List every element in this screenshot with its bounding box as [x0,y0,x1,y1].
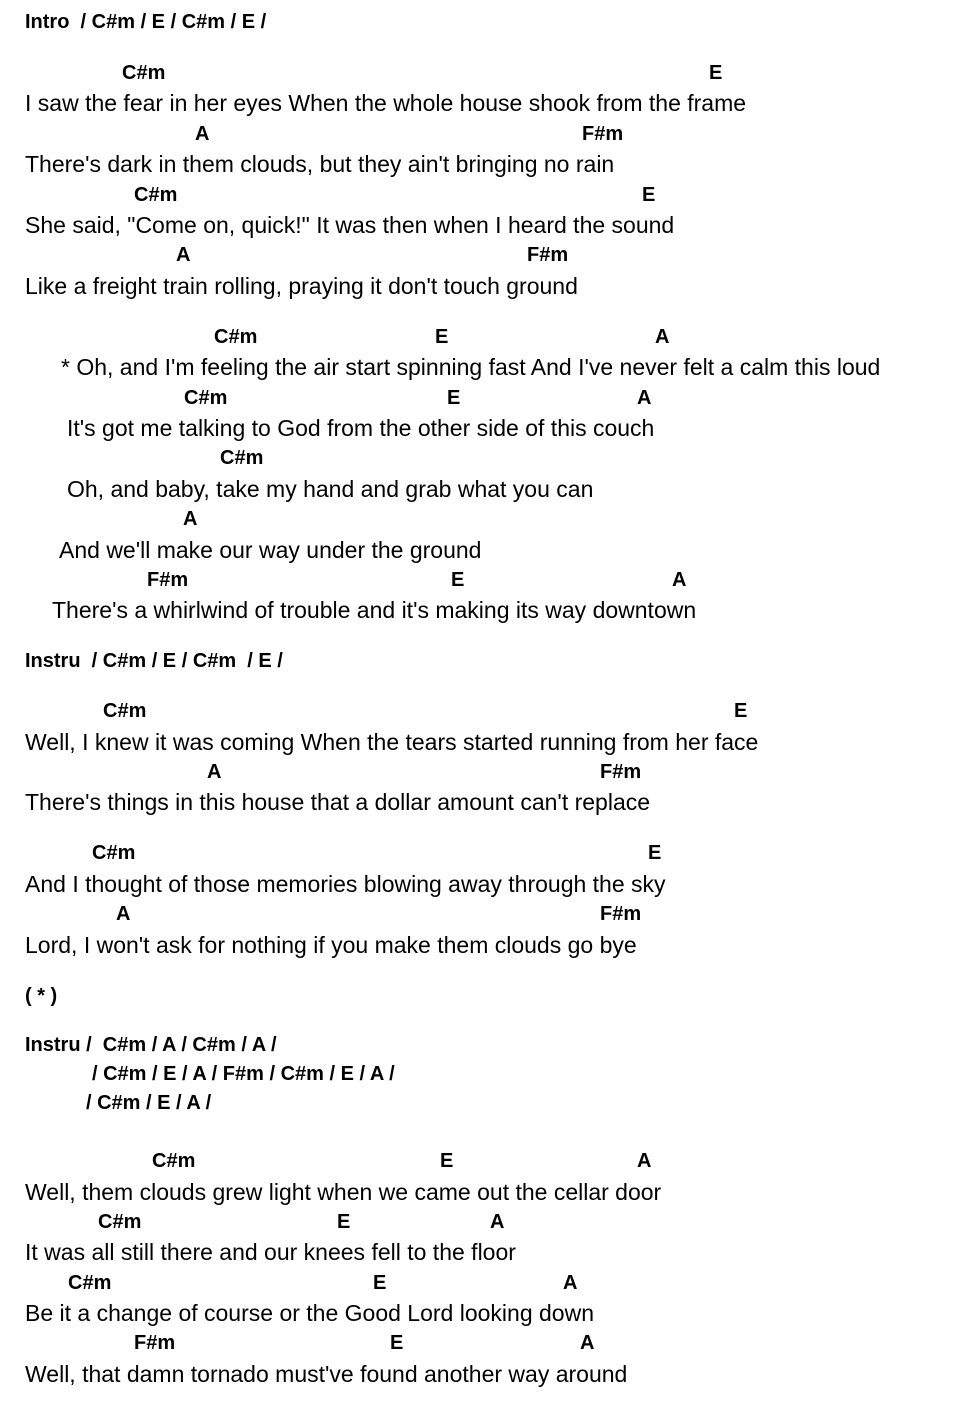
section-label: Instru / C#m / A / C#m / A / [25,1034,277,1056]
lyric-line: Be it a change of course or the Good Lord looking down [25,1300,594,1326]
lyric-line: Lord, I won't ask for nothing if you make them clouds go bye [25,932,637,958]
lyric-line: Well, them clouds grew light when we came out the cellar door [25,1179,662,1205]
lyric-line: There's things in this house that a dollar amount can't replace [25,789,651,815]
chord-label: A [116,903,131,925]
lyric-line: It was all still there and our knees fell to the floor [25,1239,516,1265]
chord-label: E [337,1211,351,1233]
chord-label: A [563,1272,578,1294]
chord-label: A [637,387,652,409]
section-label: / C#m / E / A / [86,1092,212,1114]
lyric-line: And we'll make our way under the ground [59,537,482,563]
chord-label: A [637,1150,652,1172]
chord-label: A [183,508,198,530]
chord-label: E [734,700,748,722]
chord-label: A [176,244,191,266]
chord-label: C#m [92,842,136,864]
lyric-line: She said, "Come on, quick!" It was then when I heard the sound [25,212,675,238]
chord-label: E [648,842,662,864]
chord-label: C#m [184,387,228,409]
chord-label: C#m [152,1150,196,1172]
lyric-line: And I thought of those memories blowing away through the sky [25,871,666,897]
chord-label: E [440,1150,454,1172]
lyric-line: Well, I knew it was coming When the tears started running from her face [25,729,759,755]
chord-label: A [490,1211,505,1233]
chord-label: F#m [600,761,642,783]
lyric-line: It's got me talking to God from the other side of this couch [67,415,655,441]
chord-label: C#m [98,1211,142,1233]
chord-label: E [709,62,723,84]
chord-label: A [195,123,210,145]
chord-label: E [451,569,465,591]
chord-label: C#m [134,184,178,206]
chord-label: F#m [527,244,569,266]
lyric-line: I saw the fear in her eyes When the whole house shook from the frame [25,90,747,116]
chord-label: A [655,326,670,348]
lyric-line: There's a whirlwind of trouble and it's making its way downtown [52,597,697,623]
lyric-line: Like a freight train rolling, praying it don't touch ground [25,273,578,299]
section-label: / C#m / E / A / F#m / C#m / E / A / [92,1063,395,1085]
chord-label: E [390,1332,404,1354]
lyric-line: Well, that damn tornado must've found another way around [25,1361,628,1387]
chord-label: E [642,184,656,206]
chord-label: F#m [600,903,642,925]
lyric-line: There's dark in them clouds, but they ain't bringing no rain [25,151,615,177]
chord-label: C#m [214,326,258,348]
chord-label: A [672,569,687,591]
chord-label: A [207,761,222,783]
section-label: Intro / C#m / E / C#m / E / [25,11,267,33]
chord-label: C#m [68,1272,112,1294]
chord-label: E [447,387,461,409]
chord-label: F#m [134,1332,176,1354]
chord-label: E [373,1272,387,1294]
chord-label: C#m [122,62,166,84]
chord-label: C#m [103,700,147,722]
chord-label: F#m [147,569,189,591]
chord-label: E [435,326,449,348]
lyric-line: * Oh, and I'm feeling the air start spinning fast And I've never felt a calm this loud [61,354,881,380]
section-label: ( * ) [25,985,58,1007]
chord-label: A [580,1332,595,1354]
chord-label: C#m [220,447,264,469]
section-label: Instru / C#m / E / C#m / E / [25,650,283,672]
lyric-line: Oh, and baby, take my hand and grab what you can [67,476,594,502]
chord-label: F#m [582,123,624,145]
